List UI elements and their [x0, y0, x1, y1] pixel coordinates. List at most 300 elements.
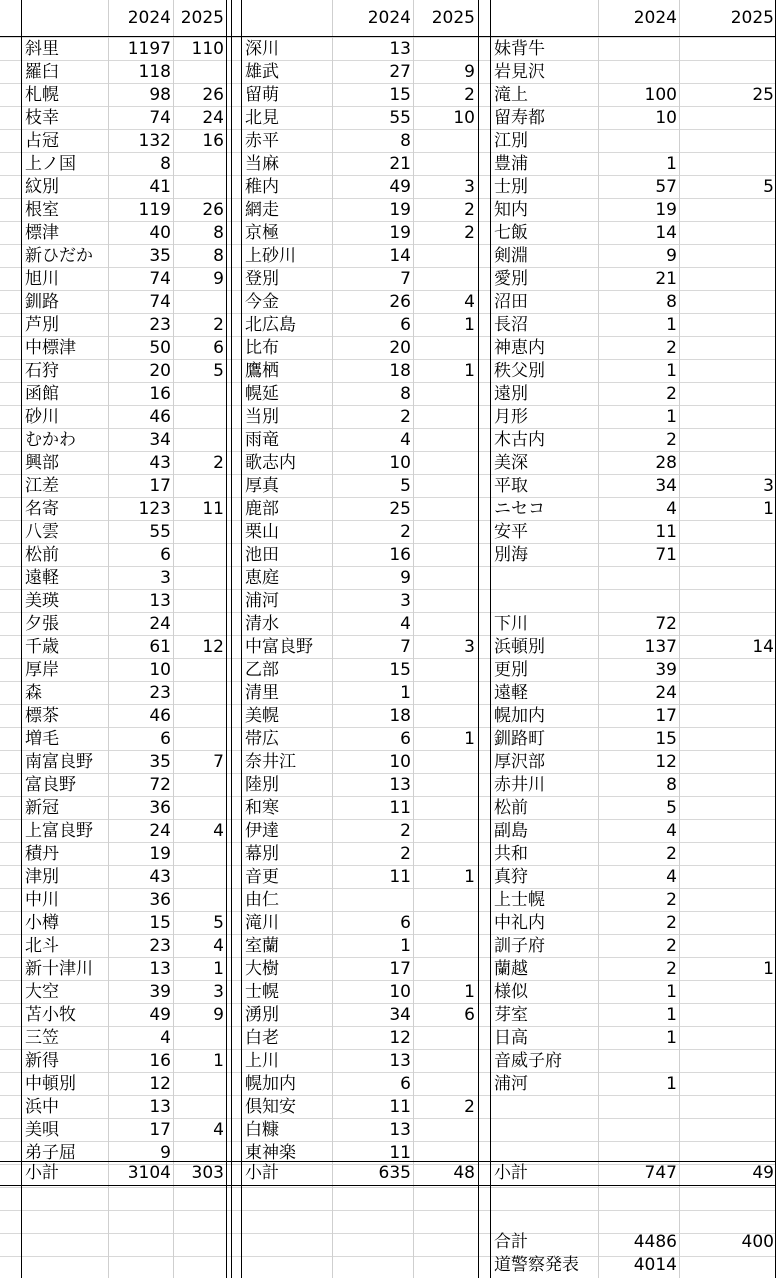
block1-y2024-cell: 74 [149, 108, 171, 128]
block1-y2025-cell: 3 [213, 982, 224, 1002]
block3-y2024-cell: 1 [666, 154, 677, 174]
block2-y2025-cell: 2 [464, 1097, 475, 1117]
block2-name-cell: 音更 [245, 867, 279, 887]
block1-y2025-cell: 5 [213, 913, 224, 933]
block2-y2024-cell: 9 [400, 568, 411, 588]
block2-y2024-cell: 14 [389, 246, 411, 266]
block2-y2024-cell: 4 [400, 614, 411, 634]
block2-y2024-cell: 55 [389, 108, 411, 128]
block2-y2024-cell: 13 [389, 775, 411, 795]
block2-name-cell: 白糠 [245, 1120, 279, 1140]
block1-y2024-cell: 36 [149, 798, 171, 818]
block3-y2025-cell [679, 383, 776, 406]
block3-y2024-cell: 1 [666, 407, 677, 427]
block2-y2024-cell: 12 [389, 1028, 411, 1048]
block2-y2024-cell [332, 889, 413, 912]
row-grid-line [0, 1210, 776, 1211]
block2-name-cell: 上川 [245, 1051, 279, 1071]
block1-name-cell: 富良野 [25, 775, 76, 795]
block1-y2024-cell: 3 [160, 568, 171, 588]
block1-y2025-cell [173, 774, 226, 797]
block2-y2025-cell: 2 [464, 85, 475, 105]
block2-y2025-cell [413, 383, 477, 406]
block1-name-cell: 斜里 [25, 39, 59, 59]
block2-y2024-cell: 10 [389, 453, 411, 473]
block1-name-cell: 遠軽 [25, 568, 59, 588]
block1-y2025-cell: 2 [213, 315, 224, 335]
block2-name-cell: 幌延 [245, 384, 279, 404]
block3-y2025-cell [679, 866, 776, 889]
block1-name-cell: 中標津 [25, 338, 76, 358]
block1-y2025-cell [173, 797, 226, 820]
block1-y2024-cell: 132 [138, 131, 171, 151]
block3-name-cell: 厚沢部 [494, 752, 545, 772]
block2-y2025-cell [413, 659, 477, 682]
block2-y2025-cell [413, 820, 477, 843]
block3-y2024-cell [598, 1119, 679, 1142]
block2-name-cell: 清里 [245, 683, 279, 703]
block1-name-cell: 旭川 [25, 269, 59, 289]
block2-y2024-cell: 2 [400, 821, 411, 841]
block1-name-cell: 津別 [25, 867, 59, 887]
row-grid-line [0, 1187, 776, 1188]
block3-name-cell: 中礼内 [494, 913, 545, 933]
block3-y2025-cell: 1 [763, 959, 774, 979]
block1-name-cell: 美瑛 [25, 591, 59, 611]
block1-y2025-cell: 4 [213, 821, 224, 841]
block2-y2024-cell: 11 [389, 867, 411, 887]
block1-y2024-cell: 24 [149, 614, 171, 634]
block3-name-cell: 松前 [494, 798, 528, 818]
block2-y2025-cell: 6 [464, 1005, 475, 1025]
block2-y2025-cell: 2 [464, 223, 475, 243]
block2-y2024-cell: 21 [389, 154, 411, 174]
block1-y2025-cell: 2 [213, 453, 224, 473]
block3-name-cell: 音威子府 [494, 1051, 562, 1071]
block3-y2024-cell: 8 [666, 292, 677, 312]
block3-name-cell: 沼田 [494, 292, 528, 312]
block2-name-cell: 浦河 [245, 591, 279, 611]
block1-y2025-cell: 8 [213, 246, 224, 266]
block1-y2024-cell: 36 [149, 890, 171, 910]
block2-y2024-cell: 11 [389, 1097, 411, 1117]
block3-y2024-cell: 4 [666, 821, 677, 841]
block3-y2025-cell [679, 935, 776, 958]
block1-name-cell: 八雲 [25, 522, 59, 542]
block1-name-cell: 函館 [25, 384, 59, 404]
block2-y2025-cell [413, 843, 477, 866]
block1-name-cell: 札幌 [25, 85, 59, 105]
block3-y2025-cell [679, 61, 776, 84]
block1-y2025-cell [173, 567, 226, 590]
block3-name-cell: 安平 [494, 522, 528, 542]
column-border [478, 0, 479, 1278]
block2-y2025-cell: 4 [464, 292, 475, 312]
block3-name-cell: 下川 [494, 614, 528, 634]
block1-name-cell: 砂川 [25, 407, 59, 427]
block1-y2025-cell [173, 291, 226, 314]
block1-name-cell: 上ノ国 [25, 154, 76, 174]
block2-y2025-cell: 1 [464, 315, 475, 335]
block3-y2024-cell: 19 [655, 200, 677, 220]
block3-y2024-cell: 4 [666, 499, 677, 519]
block2-y2025-cell [413, 1050, 477, 1073]
block3-y2024-cell: 1 [666, 1074, 677, 1094]
block3-name-cell: 赤井川 [494, 775, 545, 795]
block3-name-cell: 平取 [494, 476, 528, 496]
block3-y2025-cell: 14 [752, 637, 774, 657]
block2-y2024-cell: 8 [400, 384, 411, 404]
block1-name-cell: 江差 [25, 476, 59, 496]
block1-name-cell: 新ひだか [25, 246, 93, 266]
block3-name-cell: 月形 [494, 407, 528, 427]
block1-y2025-cell: 4 [213, 936, 224, 956]
block2-y2025-cell [413, 1027, 477, 1050]
block3-y2024-cell [598, 590, 679, 613]
block2-y2024-cell: 18 [389, 706, 411, 726]
block3-y2024-cell: 5 [666, 798, 677, 818]
block2-y2025-cell: 1 [464, 867, 475, 887]
block3-y2024-cell: 2 [666, 384, 677, 404]
block2-y2025-cell [413, 544, 477, 567]
block3-name-cell: ニセコ [494, 499, 545, 519]
block1-y2025-cell [173, 866, 226, 889]
block1-y2025-cell [173, 429, 226, 452]
block3-y2024-cell: 17 [655, 706, 677, 726]
block2-name-cell: 池田 [245, 545, 279, 565]
header-2025-block2: 2025 [431, 8, 475, 28]
block2-y2025-cell [413, 475, 477, 498]
block3-y2025-cell: 25 [752, 85, 774, 105]
block2-y2025-cell [413, 245, 477, 268]
block2-y2024-cell: 15 [389, 85, 411, 105]
block2-y2025-cell [413, 958, 477, 981]
block2-name-cell: 当別 [245, 407, 279, 427]
block1-y2024-cell: 50 [149, 338, 171, 358]
block3-y2025-cell: 3 [763, 476, 774, 496]
block2-y2025-cell [413, 613, 477, 636]
block1-y2025-cell: 1 [213, 959, 224, 979]
block3-name-cell [491, 567, 598, 590]
block1-name-cell: 小樽 [25, 913, 59, 933]
block2-y2025-cell [413, 337, 477, 360]
block3-y2025-cell [679, 452, 776, 475]
block3-y2025-cell [679, 107, 776, 130]
block1-y2025-cell [173, 406, 226, 429]
block3-name-cell: 様似 [494, 982, 528, 1002]
block1-y2024-cell: 19 [149, 844, 171, 864]
block3-name-cell: 神恵内 [494, 338, 545, 358]
block1-y2025-cell [173, 590, 226, 613]
block3-y2025-cell [679, 245, 776, 268]
total-2024: 4486 [633, 1232, 677, 1252]
block3-y2025-cell [679, 429, 776, 452]
block3-y2025-cell [679, 199, 776, 222]
header-2024-block1: 2024 [127, 8, 171, 28]
block2-name-cell: 鷹栖 [245, 361, 279, 381]
block1-name-cell: 中頓別 [25, 1074, 76, 1094]
block2-y2024-cell: 19 [389, 223, 411, 243]
block3-y2025-cell [679, 521, 776, 544]
block2-y2025-cell [413, 682, 477, 705]
block1-y2024-cell: 23 [149, 936, 171, 956]
block3-y2024-cell: 39 [655, 660, 677, 680]
block1-y2024-cell: 46 [149, 706, 171, 726]
block1-name-cell: 苫小牧 [25, 1005, 76, 1025]
block3-y2024-cell: 1 [666, 982, 677, 1002]
block3-name-cell: 木古内 [494, 430, 545, 450]
block1-y2024-cell: 8 [160, 154, 171, 174]
block3-y2025-cell [679, 130, 776, 153]
block2-y2025-cell [413, 751, 477, 774]
block3-y2024-cell: 72 [655, 614, 677, 634]
block1-name-cell: 美唄 [25, 1120, 59, 1140]
block3-y2025-cell [679, 1050, 776, 1073]
block2-y2025-cell: 2 [464, 200, 475, 220]
subtotal-2025-block3: 49 [752, 1163, 774, 1183]
block2-y2025-cell [413, 1073, 477, 1096]
block1-name-cell: 厚岸 [25, 660, 59, 680]
block1-name-cell: 上富良野 [25, 821, 93, 841]
block3-y2025-cell [679, 406, 776, 429]
block3-y2025-cell [679, 682, 776, 705]
block3-y2025-cell [679, 659, 776, 682]
block1-y2024-cell: 9 [160, 1143, 171, 1163]
block2-y2024-cell: 16 [389, 545, 411, 565]
block2-name-cell: 由仁 [245, 890, 279, 910]
block1-y2025-cell [173, 383, 226, 406]
block2-y2024-cell: 20 [389, 338, 411, 358]
block2-y2025-cell [413, 406, 477, 429]
block1-y2024-cell: 6 [160, 729, 171, 749]
header-2024-block2: 2024 [367, 8, 411, 28]
block1-name-cell: 新冠 [25, 798, 59, 818]
block1-y2024-cell: 46 [149, 407, 171, 427]
block2-y2024-cell: 11 [389, 798, 411, 818]
block1-y2025-cell [173, 705, 226, 728]
block2-y2025-cell: 1 [464, 729, 475, 749]
block3-name-cell: 更別 [494, 660, 528, 680]
block1-y2024-cell: 34 [149, 430, 171, 450]
block1-name-cell: 釧路 [25, 292, 59, 312]
block2-name-cell: 栗山 [245, 522, 279, 542]
block2-y2024-cell: 5 [400, 476, 411, 496]
block1-name-cell: 松前 [25, 545, 59, 565]
total-2025: 400 [741, 1232, 774, 1252]
block3-name-cell: 美深 [494, 453, 528, 473]
block3-y2024-cell: 1 [666, 1028, 677, 1048]
block3-y2025-cell [679, 590, 776, 613]
block2-name-cell: 東神楽 [245, 1143, 296, 1163]
block2-y2024-cell: 13 [389, 1120, 411, 1140]
block2-name-cell: 当麻 [245, 154, 279, 174]
block2-y2025-cell [413, 268, 477, 291]
block2-y2024-cell: 15 [389, 660, 411, 680]
block2-y2024-cell: 26 [389, 292, 411, 312]
block2-name-cell: 伊達 [245, 821, 279, 841]
block3-y2025-cell [679, 268, 776, 291]
block2-name-cell: 幌加内 [245, 1074, 296, 1094]
police-label: 道警察発表 [494, 1255, 579, 1275]
block2-y2024-cell: 2 [400, 522, 411, 542]
block2-y2025-cell [413, 452, 477, 475]
block3-y2024-cell: 12 [655, 752, 677, 772]
block1-y2024-cell: 35 [149, 752, 171, 772]
block3-name-cell: 別海 [494, 545, 528, 565]
block2-name-cell: 湧別 [245, 1005, 279, 1025]
block3-y2025-cell [679, 1027, 776, 1050]
block2-name-cell: 北見 [245, 108, 279, 128]
block1-y2024-cell: 74 [149, 292, 171, 312]
block3-y2025-cell [679, 153, 776, 176]
block2-name-cell: 白老 [245, 1028, 279, 1048]
block2-name-cell: 稚内 [245, 177, 279, 197]
block1-y2025-cell: 4 [213, 1120, 224, 1140]
block2-name-cell: 登別 [245, 269, 279, 289]
block3-y2025-cell [679, 314, 776, 337]
block2-y2025-cell: 10 [453, 108, 475, 128]
block2-y2024-cell: 7 [400, 269, 411, 289]
block1-y2024-cell: 6 [160, 545, 171, 565]
block1-y2024-cell: 39 [149, 982, 171, 1002]
column-border [231, 0, 232, 1278]
block1-y2025-cell [173, 1073, 226, 1096]
block1-y2024-cell: 13 [149, 959, 171, 979]
block3-y2025-cell [679, 1119, 776, 1142]
block3-y2025-cell [679, 1073, 776, 1096]
block3-y2024-cell: 2 [666, 430, 677, 450]
block2-y2024-cell: 17 [389, 959, 411, 979]
block2-name-cell: 上砂川 [245, 246, 296, 266]
block1-y2024-cell: 10 [149, 660, 171, 680]
block1-y2025-cell [173, 613, 226, 636]
block2-y2025-cell [413, 774, 477, 797]
block3-y2025-cell [679, 544, 776, 567]
block2-y2024-cell: 6 [400, 1074, 411, 1094]
block1-y2025-cell [173, 475, 226, 498]
block2-name-cell: 室蘭 [245, 936, 279, 956]
block2-y2025-cell [413, 521, 477, 544]
block3-name-cell: 幌加内 [494, 706, 545, 726]
block1-y2024-cell: 43 [149, 867, 171, 887]
block1-y2025-cell: 26 [202, 85, 224, 105]
block3-name-cell: 滝上 [494, 85, 528, 105]
block3-y2025-cell: 5 [763, 177, 774, 197]
block2-y2025-cell: 9 [464, 62, 475, 82]
block1-y2025-cell [173, 889, 226, 912]
block1-name-cell: 北斗 [25, 936, 59, 956]
block3-name-cell: 士別 [494, 177, 528, 197]
block3-y2024-cell: 14 [655, 223, 677, 243]
block1-y2024-cell: 1197 [127, 39, 171, 59]
block1-y2024-cell: 74 [149, 269, 171, 289]
header-2024-block3: 2024 [633, 8, 677, 28]
block2-name-cell: 陸別 [245, 775, 279, 795]
block3-y2024-cell: 2 [666, 913, 677, 933]
block3-name-cell: 岩見沢 [494, 62, 545, 82]
block2-y2024-cell: 3 [400, 591, 411, 611]
block3-name-cell: 妹背牛 [494, 39, 545, 59]
block3-y2025-cell [679, 360, 776, 383]
block2-y2024-cell: 10 [389, 752, 411, 772]
block2-name-cell: 歌志内 [245, 453, 296, 473]
block2-name-cell: 厚真 [245, 476, 279, 496]
block1-y2025-cell: 11 [202, 499, 224, 519]
block2-name-cell: 美幌 [245, 706, 279, 726]
block3-y2025-cell: 1 [763, 499, 774, 519]
block3-y2024-cell: 100 [644, 85, 677, 105]
block3-y2025-cell [679, 1096, 776, 1119]
block1-name-cell: 南富良野 [25, 752, 93, 772]
block3-y2025-cell [679, 751, 776, 774]
block3-name-cell: 豊浦 [494, 154, 528, 174]
block1-name-cell: 森 [25, 683, 42, 703]
block1-name-cell: 夕張 [25, 614, 59, 634]
block3-y2024-cell [598, 1050, 679, 1073]
block1-y2025-cell [173, 153, 226, 176]
block3-y2025-cell [679, 981, 776, 1004]
block2-name-cell: 京極 [245, 223, 279, 243]
subtotal-2024-block3: 747 [644, 1163, 677, 1183]
block1-y2024-cell: 35 [149, 246, 171, 266]
block1-name-cell: 弟子屈 [25, 1143, 76, 1163]
block3-name-cell [491, 590, 598, 613]
block3-name-cell: 共和 [494, 844, 528, 864]
block3-y2025-cell [679, 613, 776, 636]
block3-name-cell: 浦河 [494, 1074, 528, 1094]
block3-y2025-cell [679, 728, 776, 751]
block3-y2024-cell: 1 [666, 1005, 677, 1025]
block3-name-cell: 秩父別 [494, 361, 545, 381]
block2-name-cell: 北広島 [245, 315, 296, 335]
block1-name-cell: むかわ [25, 430, 76, 450]
block1-y2024-cell: 24 [149, 821, 171, 841]
block3-name-cell: 浜頓別 [494, 637, 545, 657]
block1-y2024-cell: 17 [149, 1120, 171, 1140]
block2-y2025-cell [413, 153, 477, 176]
block1-y2024-cell: 13 [149, 591, 171, 611]
block1-y2024-cell: 16 [149, 1051, 171, 1071]
block3-name-cell: 剣淵 [494, 246, 528, 266]
block3-y2024-cell: 9 [666, 246, 677, 266]
block2-name-cell: 士幌 [245, 982, 279, 1002]
header-rule [0, 36, 776, 37]
block2-y2024-cell: 19 [389, 200, 411, 220]
block2-y2025-cell [413, 797, 477, 820]
block2-y2024-cell: 34 [389, 1005, 411, 1025]
block1-y2025-cell [173, 544, 226, 567]
block2-y2025-cell [413, 935, 477, 958]
block3-y2024-cell: 2 [666, 936, 677, 956]
subtotal-2024-block2: 635 [378, 1163, 411, 1183]
block1-y2024-cell: 20 [149, 361, 171, 381]
block3-name-cell: 江別 [494, 131, 528, 151]
block2-name-cell: 和寒 [245, 798, 279, 818]
block3-y2024-cell: 21 [655, 269, 677, 289]
block3-name-cell [491, 1119, 598, 1142]
block2-y2024-cell: 6 [400, 729, 411, 749]
block1-name-cell: 標茶 [25, 706, 59, 726]
block2-y2024-cell: 2 [400, 407, 411, 427]
block3-y2025-cell [679, 38, 776, 61]
block2-name-cell: 今金 [245, 292, 279, 312]
block2-y2024-cell: 8 [400, 131, 411, 151]
block3-y2024-cell: 10 [655, 108, 677, 128]
block1-y2024-cell: 4 [160, 1028, 171, 1048]
block2-y2025-cell [413, 705, 477, 728]
block1-name-cell: 大空 [25, 982, 59, 1002]
block2-y2024-cell: 2 [400, 844, 411, 864]
